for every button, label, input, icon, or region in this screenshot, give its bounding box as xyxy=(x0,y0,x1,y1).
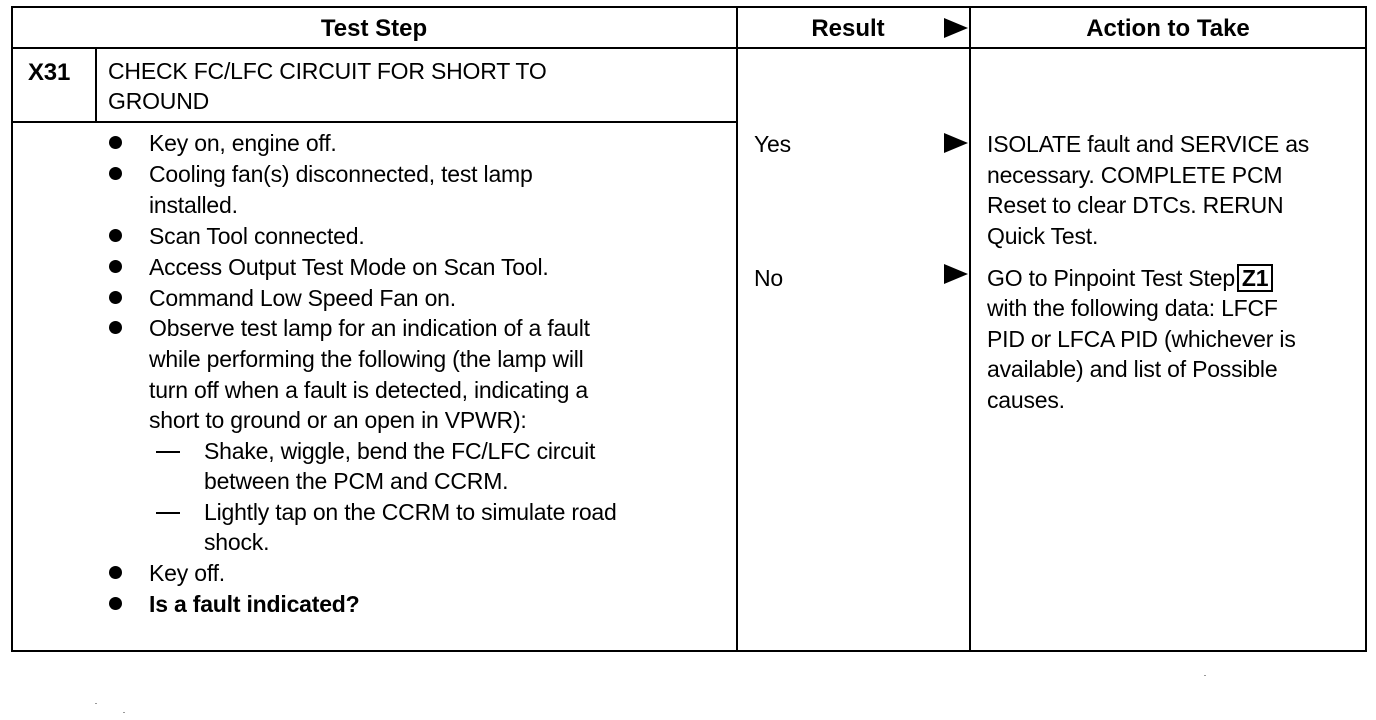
result-yes-arrow-icon xyxy=(944,133,968,153)
header-action: Action to Take xyxy=(1086,15,1250,42)
bullet-6-line-3: turn off when a fault is detected, indicating a xyxy=(149,377,588,403)
bullet-3-text: Scan Tool connected. xyxy=(149,223,365,249)
table-border-left xyxy=(11,6,13,652)
scan-speck xyxy=(123,712,125,713)
action-yes-line-1: ISOLATE fault and SERVICE as xyxy=(987,131,1310,157)
action-no-line-5: causes. xyxy=(987,387,1065,413)
step-title-divider xyxy=(11,121,738,123)
header-result: Result xyxy=(811,15,885,42)
bullet-2-line-1: Cooling fan(s) disconnected, test lamp xyxy=(149,161,533,187)
action-yes-line-4: Quick Test. xyxy=(987,223,1099,249)
step-id: X31 xyxy=(28,59,71,86)
action-yes-line-2: necessary. COMPLETE PCM xyxy=(987,162,1283,188)
action-no-line-1 xyxy=(987,263,1273,294)
header-result-arrow-icon xyxy=(944,18,968,38)
bullet-6-line-4: short to ground or an open in VPWR): xyxy=(149,407,527,433)
action-no-goto-text: GO to Pinpoint Test Step xyxy=(987,265,1235,291)
action-no-line-3: PID or LFCA PID (whichever is xyxy=(987,326,1296,352)
bullet-6-icon xyxy=(109,321,122,334)
bullet-6-line-2: while performing the following (the lamp will xyxy=(149,346,584,372)
bullet-7-icon xyxy=(109,566,122,579)
bullet-1-icon xyxy=(109,136,122,149)
sub-1-dash-icon xyxy=(156,451,180,453)
bullet-1-text: Key on, engine off. xyxy=(149,130,337,156)
scan-speck xyxy=(95,703,97,704)
result-column-divider xyxy=(969,6,971,652)
sub-1-line-2: between the PCM and CCRM. xyxy=(204,468,509,494)
table-border-right xyxy=(1365,6,1367,652)
step-title-line-2: GROUND xyxy=(108,88,210,114)
table-border-top xyxy=(11,6,1367,8)
bullet-6-line-1: Observe test lamp for an indication of a fault xyxy=(149,315,590,341)
step-title-line-1: CHECK FC/LFC CIRCUIT FOR SHORT TO xyxy=(108,58,547,84)
sub-2-dash-icon xyxy=(156,512,180,514)
bullet-5-text: Command Low Speed Fan on. xyxy=(149,285,456,311)
header-divider xyxy=(11,47,1367,49)
bullet-4-icon xyxy=(109,260,122,273)
bullet-7-text: Key off. xyxy=(149,560,225,586)
scan-speck xyxy=(1204,675,1206,676)
table-border-bottom xyxy=(11,650,1367,652)
action-no-line-2: with the following data: LFCF xyxy=(987,295,1278,321)
step-ref-z1: Z1 xyxy=(1237,264,1273,292)
result-no: No xyxy=(754,265,784,291)
bullet-5-icon xyxy=(109,291,122,304)
action-yes-line-3: Reset to clear DTCs. RERUN xyxy=(987,192,1284,218)
header-test-step: Test Step xyxy=(320,15,428,42)
sub-2-line-1: Lightly tap on the CCRM to simulate road xyxy=(204,499,617,525)
step-id-divider xyxy=(95,47,97,123)
bullet-8-icon xyxy=(109,597,122,610)
result-yes: Yes xyxy=(754,131,791,157)
test-step-column-divider xyxy=(736,6,738,652)
sub-1-line-1: Shake, wiggle, bend the FC/LFC circuit xyxy=(204,438,596,464)
bullet-2-icon xyxy=(109,167,122,180)
bullet-3-icon xyxy=(109,229,122,242)
bullet-4-text: Access Output Test Mode on Scan Tool. xyxy=(149,254,549,280)
action-no-line-4: available) and list of Possible xyxy=(987,356,1278,382)
bullet-2-line-2: installed. xyxy=(149,192,238,218)
bullet-8-question: Is a fault indicated? xyxy=(149,591,360,617)
sub-2-line-2: shock. xyxy=(204,529,270,555)
result-no-arrow-icon xyxy=(944,264,968,284)
